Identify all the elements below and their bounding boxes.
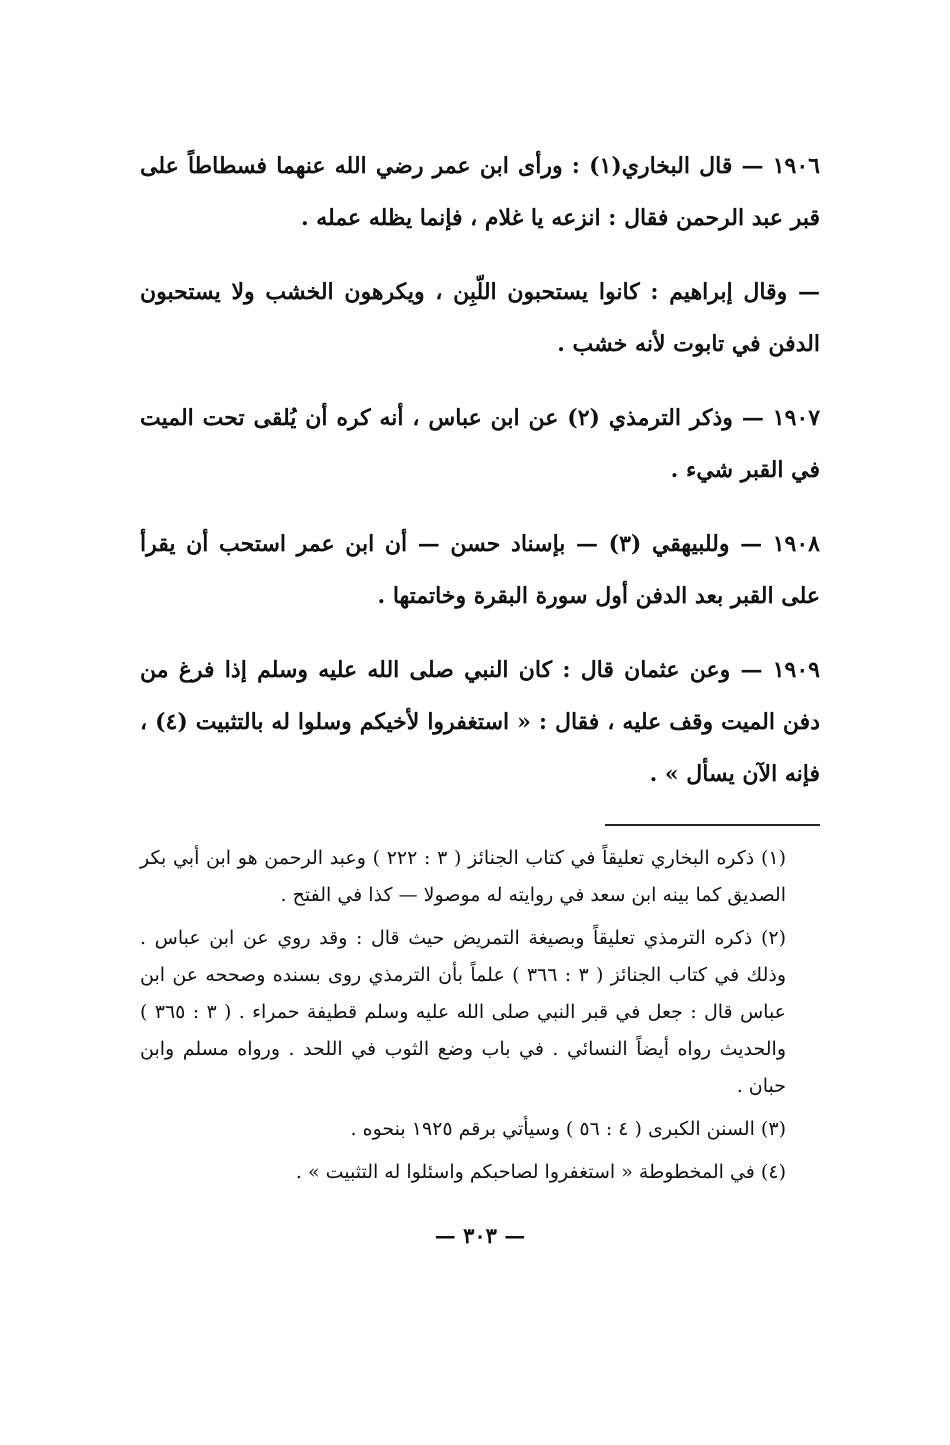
paragraph-1906: ١٩٠٦ — قال البخاري(١) : ورأى ابن عمر رضي الله عنهما فسطاطاً على قبر عبد الرحمن فقال : انزعه يا غلام ، فإنما يظله عمله . bbox=[140, 153, 820, 231]
paragraph-ibrahim: — وقال إبراهيم : كانوا يستحبون اللّبِن ، ويكرهون الخشب ولا يستحبون الدفن في تابوت لأنه خشب . bbox=[140, 279, 820, 357]
paragraph-1907: ١٩٠٧ — وذكر الترمذي (٢) عن ابن عباس ، أنه كره أن يُلقى تحت الميت في القبر شيء . bbox=[140, 405, 821, 483]
footnote-4: (٤) في المخطوطة « استغفروا لصاحبكم واسئلوا له التثبيت » . bbox=[295, 1161, 786, 1183]
book-page bbox=[140, 140, 820, 1248]
main-text bbox=[140, 140, 820, 800]
paragraph-1909: ١٩٠٩ — وعن عثمان قال : كان النبي صلى الله عليه وسلم إذا فرغ من دفن الميت وقف عليه ، فقال : « استغفروا لأخيكم وسلوا له بالتثبيت (٤) ، فإنه الآن يسأل » . bbox=[140, 657, 820, 787]
footnotes bbox=[140, 840, 820, 1191]
page-number: — ٣٠٣ — bbox=[434, 1223, 526, 1248]
paragraph-1908: ١٩٠٨ — وللبيهقي (٣) — بإسناد حسن — أن ابن عمر استحب أن يقرأ على القبر بعد الدفن أول سورة البقرة وخاتمتها . bbox=[140, 531, 820, 609]
footnote-divider bbox=[605, 824, 820, 826]
footnote-1: (١) ذكره البخاري تعليقاً في كتاب الجنائز ( ٣ : ٢٢٢ ) وعبد الرحمن هو ابن أبي بكر الصديق كما بينه ابن سعد في روايته له موصولا — كذا في الفتح . bbox=[140, 847, 786, 906]
footnote-3: (٣) السنن الكبرى ( ٤ : ٥٦ ) وسيأتي برقم ١٩٢٥ بنحوه . bbox=[350, 1118, 786, 1140]
footnote-2: (٢) ذكره الترمذي تعليقاً وبصيغة التمريض حيث قال : وقد روي عن ابن عباس . وذلك في كتاب الجنائز ( ٣ : ٣٦٦ ) علماً بأن الترمذي روى بسنده وصححه عن ابن عباس قال : جعل في قبر النبي صلى الله عليه وسلم قطيفة حمراء . ( ٣ : ٣٦٥ ) والحديث رواه أيضاً النسائي . في باب وضع الثوب في اللحد . ورواه مسلم وابن حبان . bbox=[140, 927, 787, 1097]
